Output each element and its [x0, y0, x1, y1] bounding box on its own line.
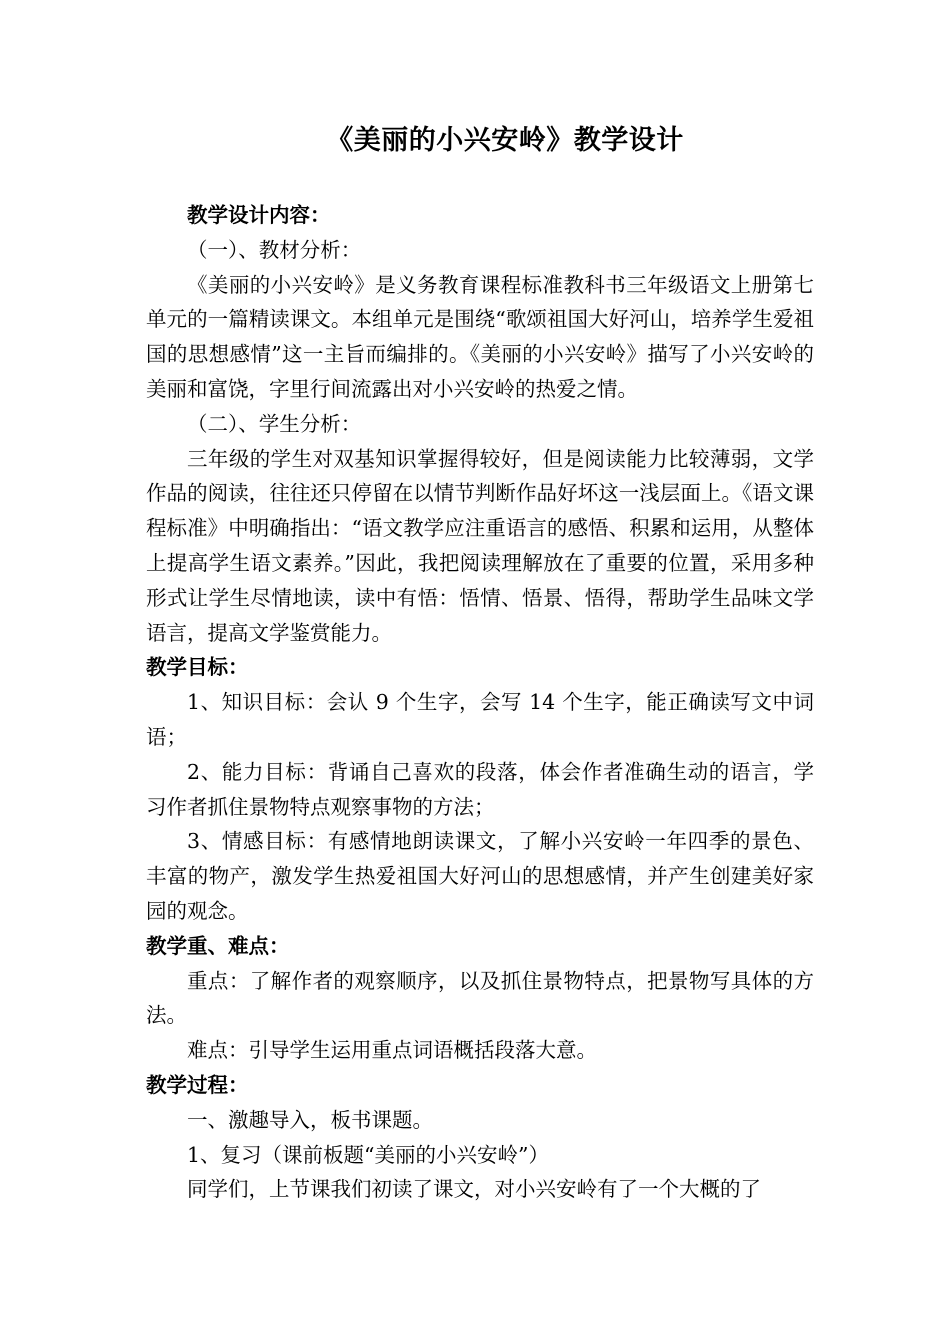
document-body: [146, 198, 814, 1207]
process-step-1: 一、激趣导入，板书课题。: [187, 1107, 433, 1132]
key-difficult-heading: 教学重、难点：: [146, 933, 290, 958]
process-step-1-text: 同学们，上节课我们初读了课文，对小兴安岭有了一个大概的了: [187, 1177, 761, 1202]
goals-heading: 教学目标：: [146, 655, 249, 680]
goal-emotion: 3、情感目标：有感情地朗读课文，了解小兴安岭一年四季的景色、丰富的物产，激发学生热爱祖国大好河山的思想感情，并产生创建美好家园的观念。: [146, 829, 814, 923]
goal-ability: 2、能力目标：背诵自己喜欢的段落，体会作者准确生动的语言，学习作者抓住景物特点观察事物的方法；: [146, 759, 814, 819]
key-point: 重点：了解作者的观察顺序，以及抓住景物特点，把景物写具体的方法。: [146, 968, 814, 1028]
document-title: 《美丽的小兴安岭》教学设计: [326, 125, 684, 156]
content-heading: 教学设计内容：: [187, 203, 331, 227]
difficult-point: 难点：引导学生运用重点词语概括段落大意。: [187, 1038, 597, 1063]
subheading-student-analysis: （二）、学生分析：: [187, 411, 362, 436]
goal-knowledge: 1、知识目标：会认 9 个生字，会写 14 个生字，能正确读写文中词语；: [146, 690, 814, 749]
subheading-textbook-analysis: （一）、教材分析：: [187, 237, 362, 262]
process-heading: 教学过程：: [146, 1072, 249, 1097]
paragraph-textbook-analysis: 《美丽的小兴安岭》是义务教育课程标准教科书三年级语文上册第七单元的一篇精读课文。本组单元是围绕“歌颂祖国大好河山，培养学生爱祖国的思想感情”这一主旨而编排的。《美丽的小兴安岭》描写了小兴安岭的美丽和富饶，字里行间流露出对小兴安岭的热爱之情。: [146, 272, 814, 401]
paragraph-student-analysis: 三年级的学生对双基知识掌握得较好，但是阅读能力比较薄弱，文学作品的阅读，往往还只停留在以情节判断作品好坏这一浅层面上。《语文课程标准》中明确指出：“语文教学应注重语言的感悟、积累和运用，从整体上提高学生语文素养。”因此，我把阅读理解放在了重要的位置，采用多种形式让学生尽情地读，读中有悟：悟情、悟景、悟得，帮助学生品味文学语言，提高文学鉴赏能力。: [146, 446, 814, 645]
process-step-1-review: 1、复习（课前板题“美丽的小兴安岭”）: [187, 1142, 550, 1167]
